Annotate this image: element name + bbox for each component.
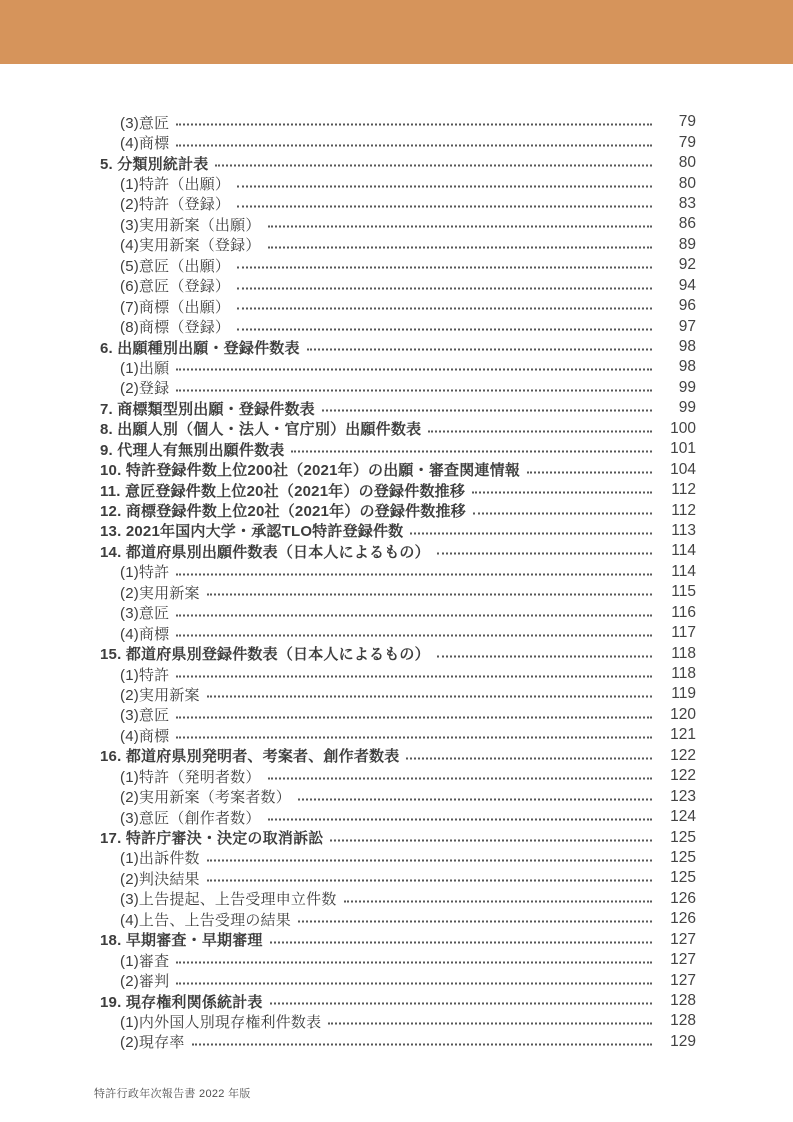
toc-entry-page: 126 xyxy=(670,889,696,907)
toc-entry-label: (4)上告、上告受理の結果 xyxy=(120,911,291,929)
dot-leader xyxy=(472,492,652,494)
toc-entry xyxy=(0,214,793,234)
toc-entry-label: 14. 都道府県別出願件数表（日本人によるもの） xyxy=(100,543,430,561)
dot-leader xyxy=(237,308,652,310)
toc-entry-label: (5)意匠（出願） xyxy=(120,257,231,275)
toc-entry xyxy=(0,521,793,541)
dot-leader xyxy=(344,900,652,902)
toc-entry-label: 16. 都道府県別発明者、考案者、創作者数表 xyxy=(100,748,400,766)
toc-entry-page: 104 xyxy=(670,460,696,478)
toc-entry xyxy=(0,173,793,193)
toc-entry-page: 117 xyxy=(671,624,696,642)
dot-leader xyxy=(268,778,652,780)
dot-leader xyxy=(176,716,652,718)
toc-entry-label: 9. 代理人有無別出願件数表 xyxy=(100,441,285,459)
toc-list xyxy=(0,112,793,1052)
toc-entry-label: (1)審査 xyxy=(120,952,170,970)
toc-entry-page: 89 xyxy=(678,235,696,253)
toc-entry-page: 122 xyxy=(670,767,696,785)
toc-entry-label: (1)内外国人別現存権利件数表 xyxy=(120,1013,322,1031)
toc-entry-page: 128 xyxy=(670,1012,696,1030)
toc-entry-page: 116 xyxy=(671,603,696,621)
toc-entry xyxy=(0,848,793,868)
dot-leader xyxy=(270,941,652,943)
toc-entry xyxy=(0,1011,793,1031)
dot-leader xyxy=(237,287,652,289)
toc-entry-page: 99 xyxy=(678,378,696,396)
toc-entry-page: 79 xyxy=(678,113,696,131)
dot-leader xyxy=(176,614,652,616)
dot-leader xyxy=(176,124,652,126)
toc-entry-page: 124 xyxy=(670,808,696,826)
toc-entry xyxy=(0,868,793,888)
dot-leader xyxy=(473,512,652,514)
toc-entry xyxy=(0,766,793,786)
toc-entry-label: (3)意匠 xyxy=(120,114,170,132)
toc-entry-label: (2)現存率 xyxy=(120,1034,185,1052)
toc-entry-page: 125 xyxy=(670,828,696,846)
dot-leader xyxy=(215,165,652,167)
toc-entry-page: 79 xyxy=(678,133,696,151)
dot-leader xyxy=(176,573,652,575)
toc-entry-page: 122 xyxy=(670,746,696,764)
toc-entry-label: (7)商標（出願） xyxy=(120,298,231,316)
toc-entry xyxy=(0,827,793,847)
toc-entry-label: 12. 商標登録件数上位20社（2021年）の登録件数推移 xyxy=(100,503,466,521)
toc-entry-label: (8)商標（登録） xyxy=(120,319,231,337)
toc-entry-page: 121 xyxy=(670,726,696,744)
dot-leader xyxy=(176,676,652,678)
dot-leader xyxy=(268,246,652,248)
toc-entry-label: (2)実用新案 xyxy=(120,686,200,704)
toc-entry-page: 83 xyxy=(678,194,696,212)
toc-entry xyxy=(0,235,793,255)
toc-entry xyxy=(0,480,793,500)
toc-entry xyxy=(0,378,793,398)
toc-entry xyxy=(0,643,793,663)
toc-entry xyxy=(0,705,793,725)
dot-leader xyxy=(176,369,652,371)
dot-leader xyxy=(176,144,652,146)
toc-entry xyxy=(0,316,793,336)
dot-leader xyxy=(192,1043,652,1045)
dot-leader xyxy=(307,349,652,351)
toc-entry-page: 125 xyxy=(670,848,696,866)
dot-leader xyxy=(176,982,652,984)
toc-entry-page: 127 xyxy=(670,951,696,969)
toc-entry-page: 123 xyxy=(670,787,696,805)
toc-entry-label: (4)商標 xyxy=(120,625,170,643)
toc-entry-page: 98 xyxy=(678,338,696,356)
toc-entry-page: 98 xyxy=(678,358,696,376)
toc-entry xyxy=(0,746,793,766)
dot-leader xyxy=(207,859,652,861)
toc-entry-page: 94 xyxy=(678,276,696,294)
dot-leader xyxy=(268,226,652,228)
toc-entry xyxy=(0,582,793,602)
toc-entry xyxy=(0,991,793,1011)
toc-entry-page: 119 xyxy=(671,685,696,703)
toc-entry-page: 115 xyxy=(671,583,696,601)
dot-leader xyxy=(270,1003,652,1005)
toc-entry-page: 114 xyxy=(671,562,696,580)
toc-entry xyxy=(0,337,793,357)
toc-entry-label: 15. 都道府県別登録件数表（日本人によるもの） xyxy=(100,646,430,664)
toc-entry xyxy=(0,459,793,479)
dot-leader xyxy=(176,962,652,964)
toc-entry-label: (2)特許（登録） xyxy=(120,196,231,214)
toc-entry-page: 112 xyxy=(671,501,696,519)
footer-text: 特許行政年次報告書 2022 年版 xyxy=(94,1088,251,1100)
toc-entry xyxy=(0,541,793,561)
toc-entry-label: (1)出訴件数 xyxy=(120,850,200,868)
toc-entry-label: (1)特許 xyxy=(120,564,170,582)
toc-entry xyxy=(0,112,793,132)
toc-entry xyxy=(0,684,793,704)
toc-entry-label: (2)登録 xyxy=(120,380,170,398)
dot-leader xyxy=(406,757,652,759)
toc-entry-page: 125 xyxy=(670,869,696,887)
dot-leader xyxy=(176,737,652,739)
toc-entry-page: 112 xyxy=(671,481,696,499)
toc-entry-page: 80 xyxy=(678,174,696,192)
dot-leader xyxy=(298,798,652,800)
toc-entry-label: (2)実用新案（考案者数） xyxy=(120,789,291,807)
toc-entry-label: 7. 商標類型別出願・登録件数表 xyxy=(100,400,315,418)
toc-entry xyxy=(0,357,793,377)
dot-leader xyxy=(176,389,652,391)
toc-entry xyxy=(0,1032,793,1052)
toc-entry-label: 10. 特許登録件数上位200社（2021年）の出願・審査関連情報 xyxy=(100,462,521,480)
toc-entry-page: 80 xyxy=(678,154,696,172)
toc-entry xyxy=(0,950,793,970)
toc-entry xyxy=(0,807,793,827)
toc-entry-page: 118 xyxy=(671,644,696,662)
toc-entry-label: (4)商標 xyxy=(120,135,170,153)
dot-leader xyxy=(437,655,652,657)
toc-entry xyxy=(0,276,793,296)
toc-entry-page: 129 xyxy=(670,1032,696,1050)
toc-entry xyxy=(0,725,793,745)
toc-entry-page: 128 xyxy=(670,992,696,1010)
dot-leader xyxy=(428,430,652,432)
toc-entry-page: 97 xyxy=(678,317,696,335)
toc-entry-page: 114 xyxy=(671,542,696,560)
dot-leader xyxy=(410,532,652,534)
dot-leader xyxy=(207,594,652,596)
dot-leader xyxy=(237,328,652,330)
dot-leader xyxy=(268,819,652,821)
toc-entry xyxy=(0,500,793,520)
toc-entry xyxy=(0,623,793,643)
toc-entry-label: 17. 特許庁審決・決定の取消訴訟 xyxy=(100,830,324,848)
toc-entry-label: 18. 早期審査・早期審理 xyxy=(100,932,263,950)
toc-entry-label: (2)実用新案 xyxy=(120,584,200,602)
toc-entry-label: 8. 出願人別（個人・法人・官庁別）出願件数表 xyxy=(100,421,422,439)
toc-entry-label: (1)特許（出願） xyxy=(120,176,231,194)
toc-entry xyxy=(0,398,793,418)
toc-entry xyxy=(0,889,793,909)
dot-leader xyxy=(291,451,652,453)
toc-entry xyxy=(0,439,793,459)
toc-entry-page: 100 xyxy=(670,419,696,437)
toc-entry xyxy=(0,970,793,990)
dot-leader xyxy=(298,921,652,923)
toc-entry-label: (3)上告提起、上告受理申立件数 xyxy=(120,891,337,909)
toc-entry-label: (3)意匠（創作者数） xyxy=(120,809,261,827)
toc-entry-label: (3)実用新案（出願） xyxy=(120,216,261,234)
toc-entry-label: (3)意匠 xyxy=(120,605,170,623)
dot-leader xyxy=(237,267,652,269)
dot-leader xyxy=(237,185,652,187)
toc-entry-page: 96 xyxy=(678,297,696,315)
dot-leader xyxy=(437,553,652,555)
toc-entry-page: 92 xyxy=(678,256,696,274)
toc-entry-page: 127 xyxy=(670,930,696,948)
dot-leader xyxy=(176,635,652,637)
dot-leader xyxy=(322,410,652,412)
toc-entry xyxy=(0,786,793,806)
dot-leader xyxy=(330,839,652,841)
toc-entry xyxy=(0,909,793,929)
toc-entry-label: 11. 意匠登録件数上位20社（2021年）の登録件数推移 xyxy=(100,482,466,500)
header-band xyxy=(0,0,793,64)
toc-entry-label: 19. 現存権利関係統計表 xyxy=(100,993,263,1011)
toc-entry-label: (3)意匠 xyxy=(120,707,170,725)
toc-entry-page: 127 xyxy=(670,971,696,989)
toc-entry-page: 99 xyxy=(678,399,696,417)
toc-entry-label: (4)実用新案（登録） xyxy=(120,237,261,255)
toc-entry xyxy=(0,255,793,275)
toc-entry xyxy=(0,419,793,439)
toc-entry-label: (1)特許（発明者数） xyxy=(120,768,261,786)
toc-entry-page: 120 xyxy=(670,705,696,723)
toc-entry xyxy=(0,194,793,214)
toc-entry xyxy=(0,296,793,316)
toc-entry xyxy=(0,132,793,152)
toc-entry-label: 6. 出願種別出願・登録件数表 xyxy=(100,339,300,357)
toc-entry xyxy=(0,562,793,582)
toc-entry-label: (2)判決結果 xyxy=(120,870,200,888)
toc-entry-label: (6)意匠（登録） xyxy=(120,278,231,296)
toc-entry-page: 86 xyxy=(678,215,696,233)
toc-entry-page: 118 xyxy=(671,665,696,683)
toc-entry-label: 13. 2021年国内大学・承認TLO特許登録件数 xyxy=(100,523,404,541)
toc-entry-label: 5. 分類別統計表 xyxy=(100,155,209,173)
toc-entry-label: (1)出願 xyxy=(120,359,170,377)
dot-leader xyxy=(237,205,652,207)
toc-entry-label: (4)商標 xyxy=(120,727,170,745)
toc-entry xyxy=(0,153,793,173)
toc-entry-page: 113 xyxy=(671,521,696,539)
dot-leader xyxy=(328,1023,652,1025)
toc-entry xyxy=(0,664,793,684)
toc-entry-label: (2)審判 xyxy=(120,973,170,991)
toc-entry xyxy=(0,930,793,950)
toc-entry xyxy=(0,603,793,623)
dot-leader xyxy=(207,880,652,882)
toc-entry-label: (1)特許 xyxy=(120,666,170,684)
toc-entry-page: 126 xyxy=(670,910,696,928)
dot-leader xyxy=(527,471,652,473)
dot-leader xyxy=(207,696,652,698)
toc-entry-page: 101 xyxy=(670,440,696,458)
